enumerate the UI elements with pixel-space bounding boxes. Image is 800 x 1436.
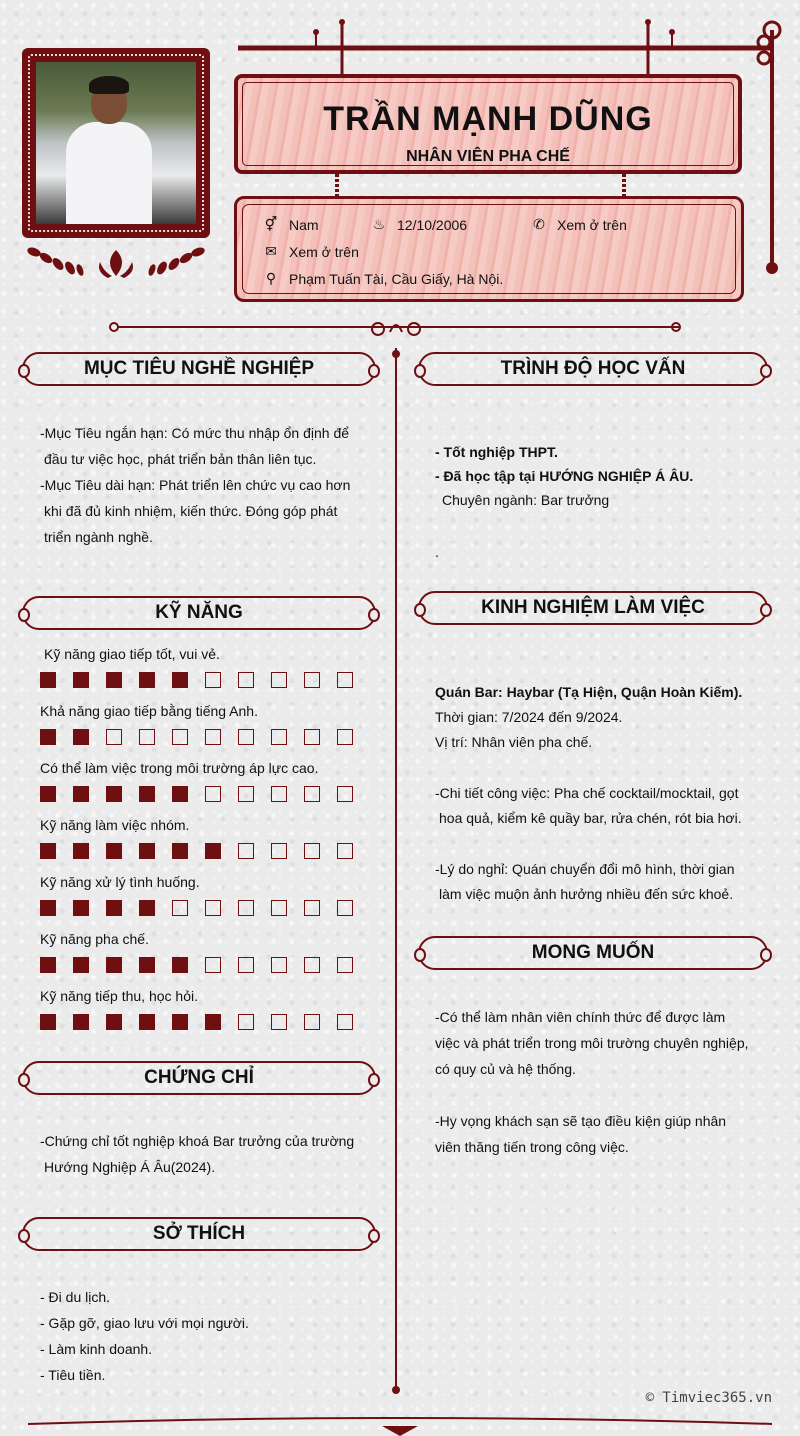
education-line: Chuyên ngành: Bar trưởng	[442, 492, 610, 508]
location-pin-icon: ⚲	[265, 270, 277, 286]
skill-level-filled	[73, 843, 89, 859]
skill-level-empty	[106, 729, 122, 745]
skill-level-filled	[40, 672, 56, 688]
hobby-item: - Làm kinh doanh.	[40, 1341, 153, 1357]
skill-level-empty	[205, 900, 221, 916]
skill-level-empty	[271, 786, 287, 802]
email-value: Xem ở trên	[289, 243, 359, 260]
hobby-item: - Đi du lịch.	[40, 1289, 111, 1305]
skill-level-filled	[172, 1014, 188, 1030]
section-heading-experience: KINH NGHIỆM LÀM VIỆC	[418, 591, 768, 625]
experience-details: hoa quả, kiểm kê quầy bar, rửa chén, rót bia hơi.	[439, 810, 742, 826]
skill-level-empty	[337, 900, 353, 916]
skill-level-empty	[271, 1014, 287, 1030]
wish-line: viên thăng tiến trong công việc.	[435, 1139, 629, 1155]
skill-level-empty	[205, 672, 221, 688]
skill-level-filled	[139, 957, 155, 973]
name-board	[234, 74, 742, 174]
skill-level-empty	[304, 843, 320, 859]
hobbies-list	[40, 1284, 370, 1388]
section-heading-objective: MỤC TIÊU NGHỀ NGHIỆP	[22, 352, 376, 386]
cake-icon: ♨	[372, 216, 386, 232]
skill-level-filled	[106, 786, 122, 802]
skill-level-filled	[139, 843, 155, 859]
skill-level-empty	[337, 786, 353, 802]
skill-label: Kỹ năng giao tiếp tốt, vui vẻ.	[44, 646, 220, 662]
education-text	[435, 440, 755, 564]
address-row	[263, 270, 503, 287]
experience-time: Thời gian: 7/2024 đến 9/2024.	[435, 709, 623, 725]
skill-level-filled	[40, 1014, 56, 1030]
experience-reason: -Lý do nghỉ: Quán chuyển đổi mô hình, thời gian	[435, 861, 735, 877]
skill-label: Kỹ năng pha chế.	[40, 931, 149, 947]
skill-level-filled	[139, 672, 155, 688]
skill-level-empty	[271, 900, 287, 916]
skill-label: Có thể làm việc trong môi trường áp lực cao.	[40, 760, 319, 776]
experience-reason: làm việc muộn ảnh hưởng nhiều đến sức khoẻ.	[439, 886, 734, 902]
skill-level-filled	[40, 957, 56, 973]
skill-level-filled	[205, 1014, 221, 1030]
skill-level-empty	[304, 729, 320, 745]
skill-level-empty	[337, 957, 353, 973]
skill-level-filled	[139, 1014, 155, 1030]
skill-level-bar	[40, 1014, 353, 1030]
skill-level-empty	[139, 729, 155, 745]
skill-level-empty	[304, 672, 320, 688]
skill-level-filled	[73, 672, 89, 688]
skill-level-empty	[238, 900, 254, 916]
section-heading-hobbies: SỞ THÍCH	[22, 1217, 376, 1251]
skill-level-filled	[139, 786, 155, 802]
skill-level-filled	[106, 957, 122, 973]
skill-level-empty	[304, 957, 320, 973]
skill-level-empty	[304, 1014, 320, 1030]
skill-level-empty	[205, 786, 221, 802]
skill-level-empty	[172, 900, 188, 916]
wish-line: -Có thể làm nhân viên chính thức để được làm	[435, 1009, 726, 1025]
skill-label: Kỹ năng tiếp thu, học hỏi.	[40, 988, 198, 1004]
skill-level-filled	[106, 900, 122, 916]
section-heading-education: TRÌNH ĐỘ HỌC VẤN	[418, 352, 768, 386]
wish-line: -Hy vọng khách sạn sẽ tạo điều kiện giúp nhân	[435, 1113, 727, 1129]
skill-level-filled	[40, 786, 56, 802]
skill-level-filled	[40, 843, 56, 859]
skill-level-empty	[238, 957, 254, 973]
skill-level-empty	[271, 672, 287, 688]
certificate-line: -Chứng chỉ tốt nghiệp khoá Bar trưởng của trường	[40, 1133, 355, 1149]
skill-level-bar	[40, 900, 353, 916]
profile-photo	[36, 62, 196, 224]
email-row	[263, 243, 359, 260]
section-heading-skills: KỸ NĂNG	[22, 596, 376, 630]
skill-level-filled	[172, 843, 188, 859]
objective-line: đầu tư việc học, phát triển bản thân liên tục.	[44, 451, 317, 467]
address-value: Phạm Tuấn Tài, Cầu Giấy, Hà Nội.	[289, 270, 504, 287]
skill-level-filled	[40, 900, 56, 916]
skill-level-empty	[337, 729, 353, 745]
skill-level-filled	[73, 957, 89, 973]
phone-row	[531, 216, 627, 233]
education-line: .	[435, 544, 439, 560]
skill-level-empty	[205, 957, 221, 973]
education-line: - Tốt nghiệp THPT.	[435, 444, 558, 460]
skill-level-bar	[40, 843, 353, 859]
skill-label: Kỹ năng làm việc nhóm.	[40, 817, 190, 833]
section-heading-certificates: CHỨNG CHỈ	[22, 1061, 376, 1095]
experience-details: -Chi tiết công việc: Pha chế cocktail/mocktail, gọt	[435, 785, 739, 801]
skill-level-empty	[271, 843, 287, 859]
hobby-item: - Tiêu tiền.	[40, 1367, 106, 1383]
skill-level-filled	[73, 1014, 89, 1030]
gender-value: Nam	[289, 216, 319, 233]
education-line: - Đã học tập tại HƯỚNG NGHIỆP Á ÂU.	[435, 468, 694, 484]
birthday-value: 12/10/2006	[397, 216, 468, 233]
experience-position: Vị trí: Nhân viên pha chế.	[435, 734, 593, 750]
skill-level-filled	[73, 786, 89, 802]
skill-level-filled	[73, 900, 89, 916]
hobby-item: - Gặp gỡ, giao lưu với mọi người.	[40, 1315, 249, 1331]
skill-level-filled	[172, 672, 188, 688]
skill-level-filled	[205, 843, 221, 859]
skill-level-bar	[40, 786, 353, 802]
skill-level-empty	[238, 786, 254, 802]
contact-info-board	[234, 196, 744, 302]
full-name: TRẦN MẠNH DŨNG	[323, 100, 653, 138]
skill-level-filled	[106, 843, 122, 859]
skill-level-empty	[337, 672, 353, 688]
skill-level-empty	[304, 786, 320, 802]
skill-level-empty	[238, 843, 254, 859]
envelope-icon: ✉	[265, 243, 277, 259]
certificate-line: Hướng Nghiệp Á Âu(2024).	[44, 1159, 216, 1175]
birthday-row	[371, 216, 467, 233]
skill-level-empty	[238, 729, 254, 745]
skill-level-filled	[139, 900, 155, 916]
skill-level-empty	[304, 900, 320, 916]
job-title: NHÂN VIÊN PHA CHẾ	[406, 148, 570, 165]
section-heading-wishes: MONG MUỐN	[418, 936, 768, 970]
skill-level-empty	[271, 957, 287, 973]
objective-line: -Mục Tiêu dài hạn: Phát triển lên chức vụ cao hơn	[40, 477, 351, 493]
certificates-text	[40, 1128, 370, 1180]
wish-line: việc và phát triển trong môi trường chuyên nghiệp,	[435, 1035, 749, 1051]
skill-level-empty	[172, 729, 188, 745]
experience-text	[435, 680, 747, 907]
objective-line: -Mục Tiêu ngắn hạn: Có mức thu nhập ổn định để	[40, 425, 350, 441]
skill-level-filled	[172, 957, 188, 973]
skill-level-filled	[106, 1014, 122, 1030]
skill-level-bar	[40, 729, 353, 745]
skill-level-empty	[337, 843, 353, 859]
skill-level-empty	[205, 729, 221, 745]
objective-line: khi đã đủ kinh nhiệm, kiến thức. Đóng góp phát	[44, 503, 338, 519]
skill-level-filled	[172, 786, 188, 802]
experience-company: Quán Bar: Haybar (Tạ Hiện, Quận Hoàn Kiếm).	[435, 684, 743, 700]
gender-row	[263, 216, 319, 233]
skill-label: Kỹ năng xử lý tình huống.	[40, 874, 200, 890]
wishes-text	[435, 1004, 751, 1160]
phone-value: Xem ở trên	[557, 216, 627, 233]
skill-label: Khả năng giao tiếp bằng tiếng Anh.	[40, 703, 258, 719]
skill-level-empty	[238, 672, 254, 688]
gender-icon: ⚥	[264, 216, 278, 232]
skill-level-empty	[271, 729, 287, 745]
skill-level-empty	[238, 1014, 254, 1030]
skill-level-filled	[106, 672, 122, 688]
watermark: © Timviec365.vn	[645, 1390, 772, 1406]
phone-icon: ✆	[533, 216, 545, 232]
objective-line: triển ngành nghề.	[44, 529, 153, 545]
objective-text	[40, 420, 356, 550]
skill-level-empty	[337, 1014, 353, 1030]
skill-level-filled	[73, 729, 89, 745]
skill-level-filled	[40, 729, 56, 745]
wish-line: có quy củ và hệ thống.	[435, 1061, 576, 1077]
profile-photo-frame	[22, 48, 210, 238]
skill-level-bar	[40, 957, 353, 973]
skill-level-bar	[40, 672, 353, 688]
